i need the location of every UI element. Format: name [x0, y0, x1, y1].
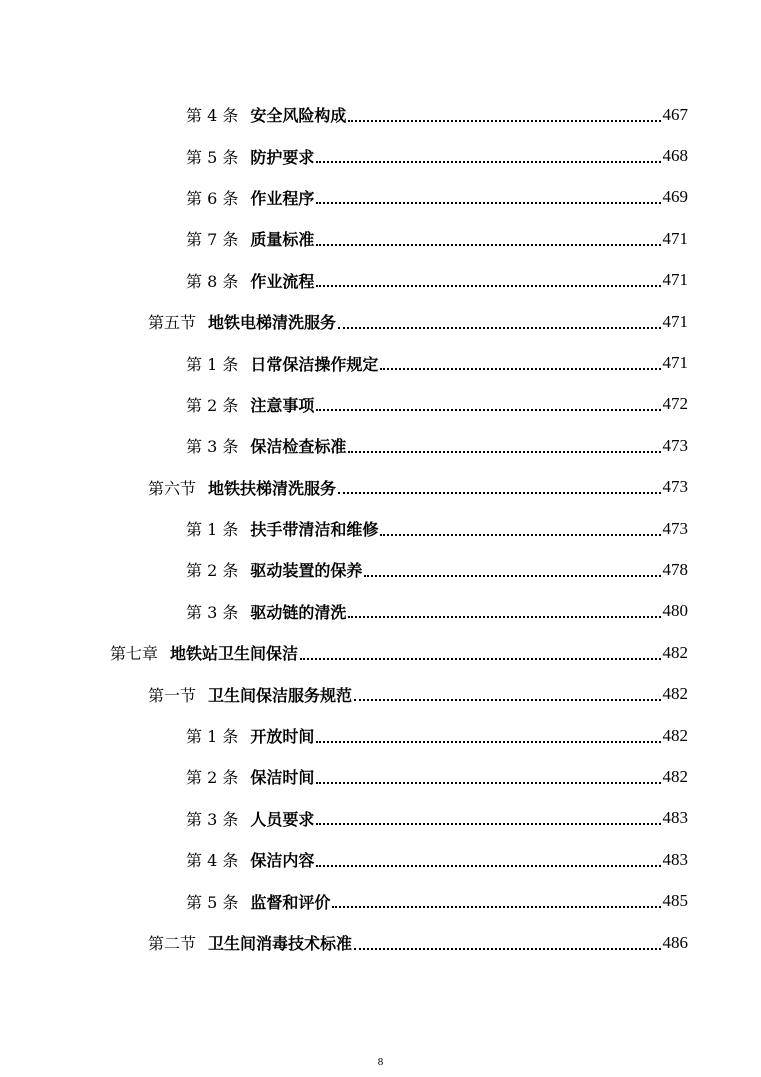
entry-page-number: 468: [662, 146, 688, 166]
toc-entry[interactable]: [0, 384, 761, 425]
entry-title: 地铁扶梯清洗服务: [208, 478, 337, 498]
toc-entry[interactable]: [0, 301, 761, 342]
dot-leader: [338, 492, 660, 494]
entry-label: 第一节: [148, 685, 197, 705]
toc-entry[interactable]: [0, 715, 761, 756]
toc-entry[interactable]: [0, 177, 761, 218]
dot-leader: [316, 285, 660, 287]
entry-page-number: 482: [662, 642, 688, 662]
entry-title: 卫生间保洁服务规范: [208, 685, 353, 705]
entry-page-number: 486: [662, 932, 688, 952]
dot-leader: [316, 823, 660, 825]
entry-label: 第 2 条: [186, 768, 239, 788]
toc-entry[interactable]: [0, 880, 761, 921]
entry-title: 日常保洁操作规定: [250, 354, 379, 374]
entry-title: 监督和评价: [250, 892, 331, 912]
entry-label: 第 7 条: [186, 230, 239, 250]
entry-title: 卫生间消毒技术标准: [208, 934, 353, 953]
entry-title: 注意事项: [250, 395, 315, 415]
dot-leader: [316, 244, 660, 246]
toc-entry[interactable]: [0, 260, 761, 301]
toc-entry[interactable]: [0, 94, 761, 135]
dot-leader: [380, 368, 660, 370]
entry-page-number: 472: [662, 394, 688, 414]
entry-page-number: 482: [662, 766, 688, 786]
entry-title: 防护要求: [250, 147, 315, 167]
toc-entry[interactable]: [0, 342, 761, 383]
entry-page-number: 471: [662, 270, 688, 290]
entry-page-number: 473: [662, 477, 688, 497]
toc-entry[interactable]: [0, 632, 761, 673]
entry-page-number: 469: [662, 187, 688, 207]
entry-page-number: 482: [662, 725, 688, 745]
entry-page-number: 482: [662, 684, 688, 704]
entry-title: 地铁站卫生间保洁: [170, 644, 299, 664]
page-number: 8: [377, 1056, 384, 1068]
entry-title: 人员要求: [250, 809, 315, 829]
entry-label: 第二节: [148, 934, 197, 953]
entry-page-number: 471: [662, 311, 688, 331]
dot-leader: [338, 327, 660, 329]
entry-title: 开放时间: [250, 727, 315, 747]
table-of-contents: [0, 94, 761, 963]
toc-entry[interactable]: [0, 467, 761, 508]
entry-page-number: 480: [662, 601, 688, 621]
toc-entry[interactable]: [0, 218, 761, 259]
entry-title: 地铁电梯清洗服务: [208, 313, 337, 333]
toc-entry[interactable]: [0, 673, 761, 714]
entry-label: 第 3 条: [186, 437, 239, 457]
toc-entry[interactable]: [0, 839, 761, 880]
toc-entry[interactable]: [0, 135, 761, 176]
entry-label: 第 1 条: [186, 354, 239, 374]
entry-page-number: 473: [662, 435, 688, 455]
entry-page-number: 467: [662, 104, 688, 124]
entry-page-number: 473: [662, 518, 688, 538]
dot-leader: [316, 865, 660, 867]
dot-leader: [354, 948, 660, 950]
dot-leader: [354, 699, 660, 701]
toc-entry[interactable]: [0, 756, 761, 797]
entry-title: 作业流程: [250, 271, 315, 291]
dot-leader: [300, 658, 660, 660]
entry-title: 质量标准: [250, 230, 315, 250]
entry-label: 第 2 条: [186, 395, 239, 415]
entry-page-number: 483: [662, 808, 688, 828]
entry-title: 安全风险构成: [250, 106, 347, 126]
dot-leader: [348, 120, 660, 122]
toc-entry[interactable]: [0, 549, 761, 590]
toc-entry[interactable]: [0, 425, 761, 466]
entry-title: 保洁检查标准: [250, 437, 347, 457]
entry-label: 第 3 条: [186, 809, 239, 829]
entry-label: 第 1 条: [186, 727, 239, 747]
entry-page-number: 478: [662, 559, 688, 579]
entry-label: 第七章: [110, 644, 159, 664]
toc-entry[interactable]: [0, 508, 761, 549]
entry-page-number: 471: [662, 353, 688, 373]
entry-label: 第 5 条: [186, 147, 239, 167]
dot-leader: [348, 451, 660, 453]
entry-title: 保洁时间: [250, 768, 315, 788]
entry-label: 第 4 条: [186, 851, 239, 871]
dot-leader: [316, 409, 660, 411]
toc-entry[interactable]: [0, 922, 761, 963]
toc-entry[interactable]: [0, 798, 761, 839]
entry-title: 扶手带清洁和维修: [250, 520, 379, 540]
entry-title: 驱动装置的保养: [250, 561, 363, 581]
entry-label: 第 1 条: [186, 520, 239, 540]
toc-entry[interactable]: [0, 591, 761, 632]
entry-label: 第 2 条: [186, 561, 239, 581]
dot-leader: [316, 161, 660, 163]
dot-leader: [316, 782, 660, 784]
dot-leader: [316, 741, 660, 743]
dot-leader: [364, 575, 660, 577]
dot-leader: [380, 534, 660, 536]
dot-leader: [348, 616, 660, 618]
entry-page-number: 485: [662, 891, 688, 911]
entry-label: 第五节: [148, 313, 197, 333]
entry-title: 保洁内容: [250, 851, 315, 871]
entry-label: 第 8 条: [186, 271, 239, 291]
entry-label: 第 6 条: [186, 188, 239, 208]
entry-label: 第 3 条: [186, 602, 239, 622]
entry-title: 作业程序: [250, 188, 315, 208]
entry-label: 第 4 条: [186, 106, 239, 126]
dot-leader: [332, 906, 660, 908]
entry-label: 第六节: [148, 478, 197, 498]
entry-page-number: 471: [662, 228, 688, 248]
entry-title: 驱动链的清洗: [250, 602, 347, 622]
entry-page-number: 483: [662, 849, 688, 869]
dot-leader: [316, 202, 660, 204]
entry-label: 第 5 条: [186, 892, 239, 912]
